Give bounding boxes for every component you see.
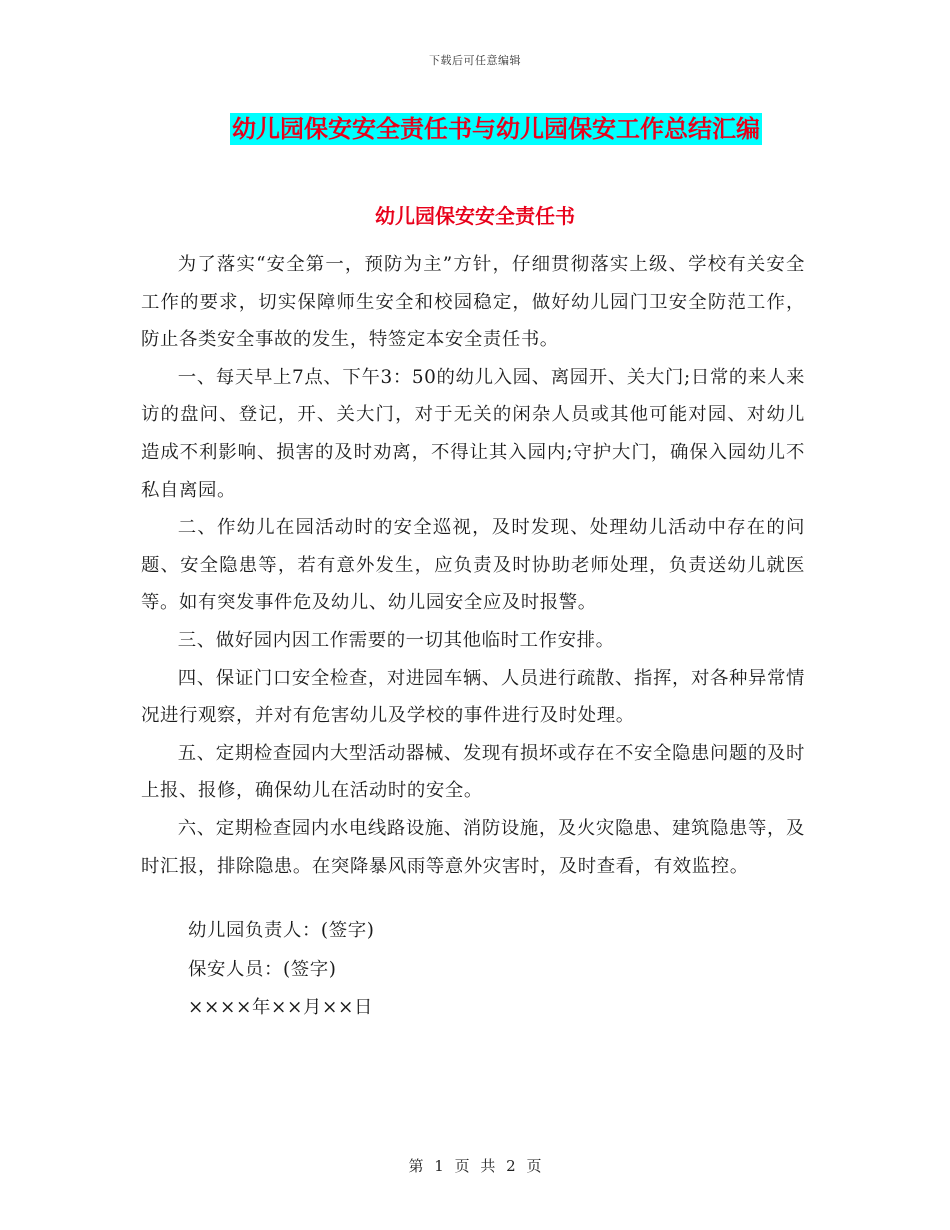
signature-guard: 保安人员：(签字): [188, 959, 337, 980]
paragraph-item-5: 五、定期检查园内大型活动器械、发现有损坏或存在不安全隐患问题的及时上报、报修，确保幼儿在活动时的安全。: [141, 742, 805, 802]
page-footer-number: 第 1 页 共 2 页: [408, 1157, 542, 1175]
section-title: 幼儿园保安安全责任书: [375, 204, 575, 228]
signature-date: ××××年××月××日: [188, 997, 374, 1018]
paragraph-intro: 为了落实“安全第一，预防为主”方针，仔细贯彻落实上级、学校有关安全工作的要求，切实保障师生安全和校园稳定，做好幼儿园门卫安全防范工作，防止各类安全事故的发生，特签定本安全责任书。: [141, 254, 805, 351]
paragraph-item-6: 六、定期检查园内水电线路设施、消防设施，及火灾隐患、建筑隐患等，及时汇报，排除隐患。在突降暴风雨等意外灾害时，及时查看，有效监控。: [141, 817, 805, 877]
paragraph-item-2: 二、作幼儿在园活动时的安全巡视，及时发现、处理幼儿活动中存在的问题、安全隐患等，若有意外发生，应负责及时协助老师处理，负责送幼儿就医等。如有突发事件危及幼儿、幼儿园安全应及时报警。: [141, 517, 805, 614]
document-title-container: [0, 113, 950, 145]
paragraph-item-4: 四、保证门口安全检查，对进园车辆、人员进行疏散、指挥，对各种异常情况进行观察，并对有危害幼儿及学校的事件进行及时处理。: [141, 667, 805, 727]
page-header-note: 下载后可任意编辑: [429, 54, 521, 67]
paragraph-item-1: 一、每天早上7点、下午3：50的幼儿入园、离园开、关大门;日常的来人来访的盘问、登记，开、关大门，对于无关的闲杂人员或其他可能对园、对幼儿造成不利影响、损害的及时劝离，不得让其入园内;守护大门，确保入园幼儿不私自离园。: [141, 366, 805, 501]
paragraph-item-3: 三、做好园内因工作需要的一切其他临时工作安排。: [177, 629, 615, 651]
signature-principal: 幼儿园负责人：(签字): [188, 920, 375, 941]
document-body: [141, 246, 805, 885]
document-title: 幼儿园保安安全责任书与幼儿园保安工作总结汇编: [232, 115, 760, 143]
